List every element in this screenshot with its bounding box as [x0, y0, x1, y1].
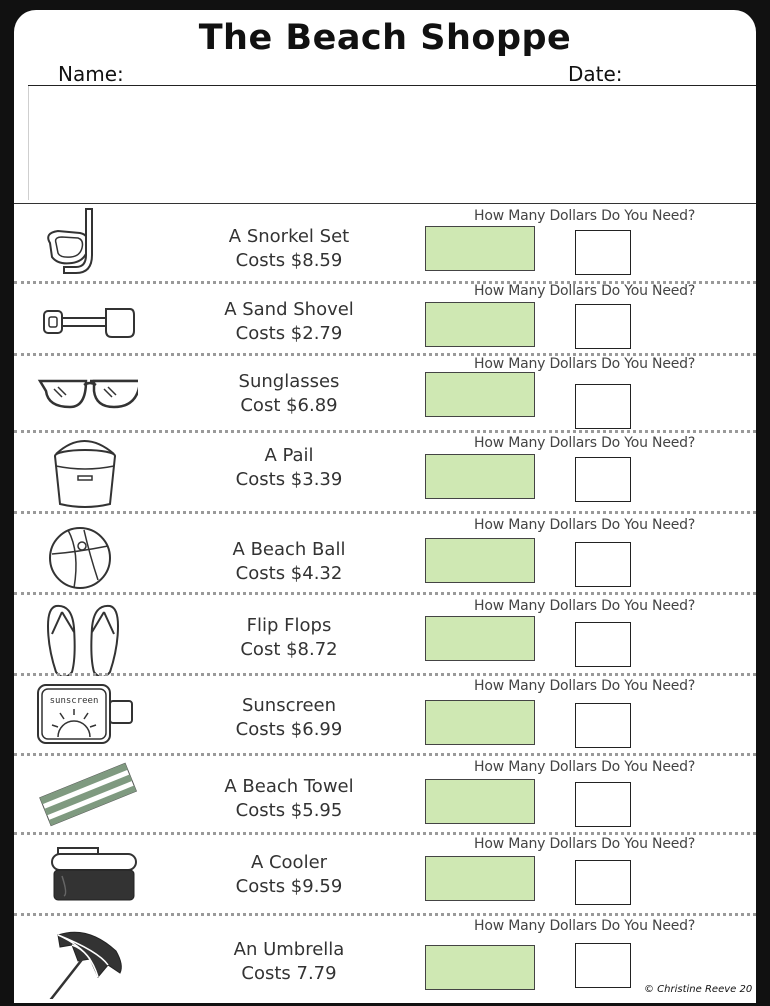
item-row-flip-flops — [14, 594, 756, 674]
item-row-sunglasses — [14, 355, 756, 431]
question-label: How Many Dollars Do You Need? — [474, 517, 696, 533]
dollar-count-box[interactable] — [425, 856, 535, 901]
dollar-count-box[interactable] — [425, 616, 535, 661]
item-price: Costs 7.79 — [241, 963, 337, 984]
question-label: How Many Dollars Do You Need? — [474, 918, 696, 934]
answer-box[interactable] — [575, 384, 631, 429]
item-row-beach-ball — [14, 513, 756, 595]
pail-icon — [28, 432, 138, 510]
item-price: Costs $3.39 — [235, 469, 343, 490]
dollar-count-box[interactable] — [425, 538, 535, 583]
beach-towel-icon — [28, 755, 138, 833]
blank-header-area — [28, 86, 756, 200]
dollar-count-box[interactable] — [425, 945, 535, 990]
item-row-beach-towel — [14, 755, 756, 833]
item-price: Costs $2.79 — [235, 323, 343, 344]
dollar-count-box[interactable] — [425, 700, 535, 745]
question-label: How Many Dollars Do You Need? — [474, 836, 696, 852]
item-name: Sunglasses — [238, 371, 340, 392]
item-name: An Umbrella — [233, 939, 345, 960]
item-row-snorkel — [14, 203, 756, 278]
item-name: A Pail — [264, 445, 314, 466]
dollar-count-box[interactable] — [425, 454, 535, 499]
dollar-count-box[interactable] — [425, 226, 535, 271]
sunscreen-label: sunscreen — [49, 696, 99, 706]
flip-flops-icon — [28, 598, 138, 676]
item-price: Cost $6.89 — [240, 395, 338, 416]
item-name: Sunscreen — [241, 695, 337, 716]
item-name: A Beach Ball — [232, 539, 346, 560]
item-name: A Snorkel Set — [228, 226, 350, 247]
sunglasses-icon — [28, 345, 138, 423]
answer-box[interactable] — [575, 304, 631, 349]
item-name: A Cooler — [250, 852, 328, 873]
item-price: Cost $8.72 — [240, 639, 338, 660]
umbrella-icon — [28, 921, 138, 999]
date-label: Date: — [568, 62, 623, 86]
item-price: Costs $9.59 — [235, 876, 343, 897]
item-name: Flip Flops — [246, 615, 332, 636]
answer-box[interactable] — [575, 622, 631, 667]
item-price: Costs $8.59 — [235, 250, 343, 271]
answer-box[interactable] — [575, 782, 631, 827]
copyright-notice: © Christine Reeve 20 — [644, 984, 753, 995]
item-price: Costs $4.32 — [235, 563, 343, 584]
question-label: How Many Dollars Do You Need? — [474, 759, 696, 775]
question-label: How Many Dollars Do You Need? — [474, 283, 696, 299]
answer-box[interactable] — [575, 457, 631, 502]
dollar-count-box[interactable] — [425, 779, 535, 824]
question-label: How Many Dollars Do You Need? — [474, 356, 696, 372]
item-price: Costs $5.95 — [235, 800, 343, 821]
item-row-cooler — [14, 834, 756, 914]
shovel-icon — [28, 275, 138, 353]
dollar-count-box[interactable] — [425, 302, 535, 347]
item-row-sunscreen — [14, 675, 756, 755]
cooler-icon — [28, 834, 138, 912]
question-label: How Many Dollars Do You Need? — [474, 678, 696, 694]
name-label: Name: — [58, 62, 124, 86]
worksheet-title: The Beach Shoppe — [198, 18, 572, 58]
item-name: A Sand Shovel — [224, 299, 354, 320]
answer-box[interactable] — [575, 230, 631, 275]
answer-box[interactable] — [575, 943, 631, 988]
worksheet — [14, 10, 756, 1003]
question-label: How Many Dollars Do You Need? — [474, 598, 696, 614]
item-name: A Beach Towel — [224, 776, 354, 797]
dollar-count-box[interactable] — [425, 372, 535, 417]
answer-box[interactable] — [575, 703, 631, 748]
answer-box[interactable] — [575, 542, 631, 587]
beach-ball-icon — [28, 516, 138, 594]
item-row-pail — [14, 432, 756, 512]
sunscreen-icon — [28, 675, 138, 753]
snorkel-icon — [28, 203, 138, 281]
item-price: Costs $6.99 — [235, 719, 343, 740]
answer-box[interactable] — [575, 860, 631, 905]
question-label: How Many Dollars Do You Need? — [474, 208, 696, 224]
question-label: How Many Dollars Do You Need? — [474, 435, 696, 451]
